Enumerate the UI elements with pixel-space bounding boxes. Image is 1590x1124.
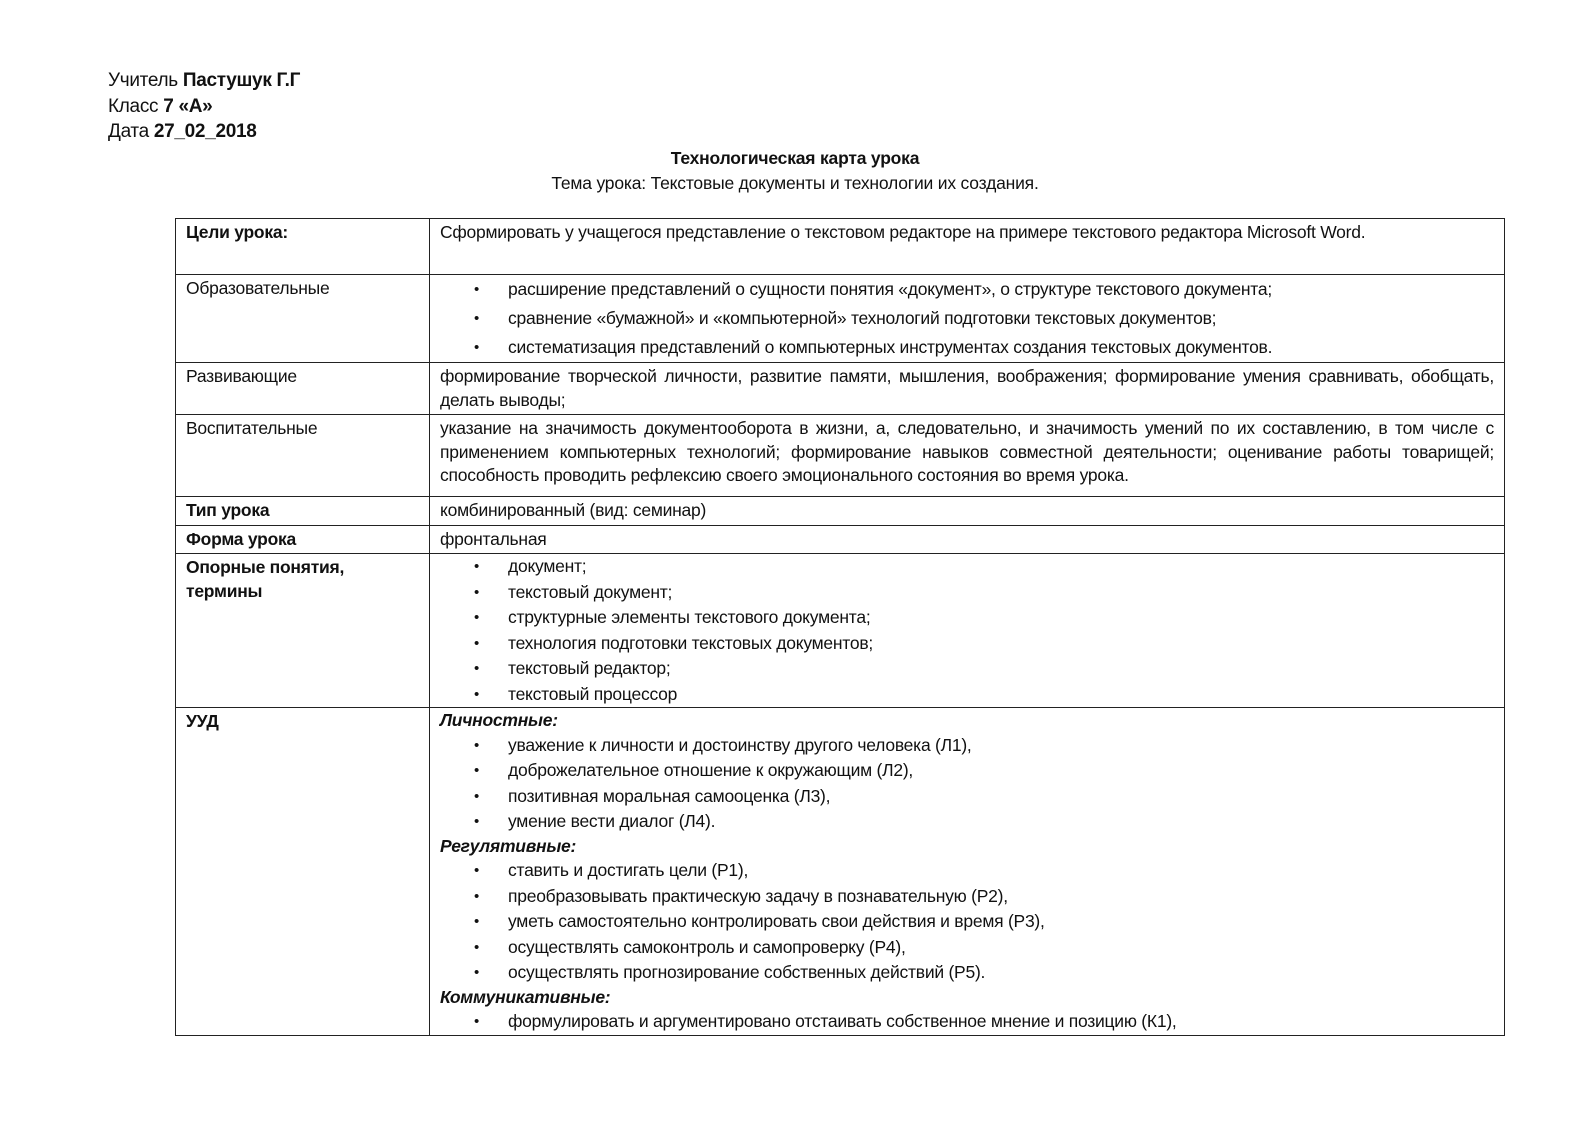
lesson-form-value: фронтальная <box>430 525 1505 554</box>
lesson-type-row <box>176 497 1505 526</box>
teacher-label: Учитель <box>108 70 178 91</box>
list-item: • умение вести диалог (Л4). <box>440 809 1494 835</box>
list-item: • текстовый документ; <box>440 580 1494 606</box>
educational-label: Образовательные <box>176 275 430 363</box>
list-item: • позитивная моральная самооценка (Л3), <box>440 784 1494 810</box>
document-header <box>108 68 300 145</box>
list-item: • технология подготовки текстовых документов; <box>440 631 1494 657</box>
developing-row <box>176 363 1505 415</box>
lesson-form-row <box>176 525 1505 554</box>
list-item: • уважение к личности и достоинству другого человека (Л1), <box>440 733 1494 759</box>
class-label: Класс <box>108 95 159 117</box>
class-line <box>108 94 300 120</box>
goals-value: Сформировать у учащегося представление о текстовом редакторе на примере текстового редактора Microsoft Word. <box>430 219 1505 275</box>
class-value: 7 «А» <box>163 95 213 117</box>
concepts-label <box>176 554 430 708</box>
uud-label: УУД <box>176 708 430 1036</box>
list-item: • структурные элементы текстового документа; <box>440 605 1494 631</box>
concepts-label-line: Опорные понятия, <box>186 557 345 577</box>
lesson-card-table <box>175 218 1505 1036</box>
list-item: • документ; <box>440 554 1494 580</box>
list-item: • ставить и достигать цели (Р1), <box>440 858 1494 884</box>
document-title: Технологическая карта урока <box>670 148 920 168</box>
educational-row <box>176 275 1505 363</box>
list-item: • осуществлять самоконтроль и самопроверку (Р4), <box>440 935 1494 961</box>
uud-regulative-list <box>440 858 1494 986</box>
list-item: • уметь самостоятельно контролировать свои действия и время (Р3), <box>440 909 1494 935</box>
educational-list <box>440 275 1494 362</box>
uud-row <box>176 708 1505 1036</box>
uud-personal-list <box>440 733 1494 835</box>
list-item: • преобразовывать практическую задачу в познавательную (Р2), <box>440 884 1494 910</box>
uud-personal-heading: Личностные: <box>440 710 558 730</box>
upbringing-row <box>176 415 1505 497</box>
lesson-type-value: комбинированный (вид: семинар) <box>430 497 1505 526</box>
list-item: • осуществлять прогнозирование собственных действий (Р5). <box>440 960 1494 986</box>
lesson-type-label: Тип урока <box>176 497 430 526</box>
teacher-line <box>108 68 300 94</box>
goals-row <box>176 219 1505 275</box>
goals-label: Цели урока: <box>176 219 430 275</box>
developing-value: формирование творческой личности, развитие памяти, мышления, воображения; формирование умения сравнивать, обобщать, делать выводы; <box>430 363 1505 415</box>
list-item: • формулировать и аргументировано отстаивать собственное мнение и позицию (К1), <box>440 1009 1494 1035</box>
concepts-row <box>176 554 1505 708</box>
uud-communicative-heading: Коммуникативные: <box>440 986 611 1007</box>
uud-communicative-list <box>440 1009 1494 1035</box>
teacher-value: Пастушук Г.Г <box>182 70 301 91</box>
concepts-label-line: термины <box>186 580 263 601</box>
list-item: • текстовый редактор; <box>440 656 1494 682</box>
date-line <box>108 119 300 145</box>
upbringing-value: указание на значимость документооборота в жизни, а, следовательно, и значимость умений по их составлению, в том числе с применением компьютерных технологий; формирование навыков совместной деятельности; оценивание работы товарищей; способность проводить рефлексию своего эмоционального состояния во время урока. <box>430 415 1505 497</box>
list-item: • расширение представлений о сущности понятия «документ», о структуре текстового документа; <box>440 275 1494 304</box>
list-item: • систематизация представлений о компьютерных инструментах создания текстовых документов. <box>440 333 1494 362</box>
upbringing-label: Воспитательные <box>176 415 430 497</box>
list-item: • сравнение «бумажной» и «компьютерной» технологий подготовки текстовых документов; <box>440 304 1494 333</box>
list-item: • текстовый процессор <box>440 682 1494 708</box>
concepts-list <box>440 554 1494 707</box>
lesson-form-label: Форма урока <box>176 525 430 554</box>
date-value: 27_02_2018 <box>153 121 257 142</box>
date-label: Дата <box>108 121 149 142</box>
uud-regulative-heading: Регулятивные: <box>440 835 577 856</box>
lesson-topic: Тема урока: Текстовые документы и технологии их создания. <box>551 173 1039 193</box>
list-item: • доброжелательное отношение к окружающим (Л2), <box>440 758 1494 784</box>
developing-label: Развивающие <box>176 363 430 415</box>
